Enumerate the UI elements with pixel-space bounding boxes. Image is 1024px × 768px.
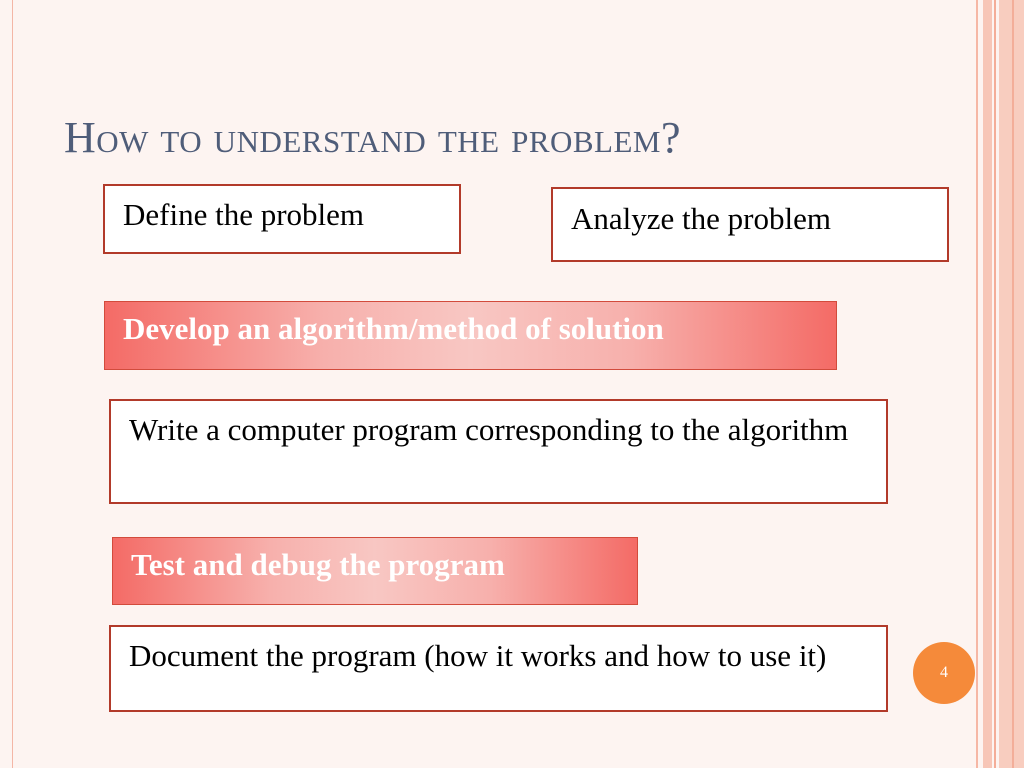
- step-document-program: Document the program (how it works and how to use it): [109, 625, 888, 712]
- step-write-program: Write a computer program corresponding to the algorithm: [109, 399, 888, 504]
- slide-title: How to understand the problem?: [64, 113, 682, 162]
- left-border: [0, 0, 13, 768]
- step-develop-algorithm: Develop an algorithm/method of solution: [104, 301, 837, 370]
- page-number-badge: 4: [913, 642, 975, 704]
- step-test-debug: Test and debug the program: [112, 537, 638, 605]
- decorative-stripe: [1012, 0, 1014, 768]
- decorative-stripe: [994, 0, 996, 768]
- step-define-problem: Define the problem: [103, 184, 461, 254]
- step-analyze-problem: Analyze the problem: [551, 187, 949, 262]
- decorative-stripe: [976, 0, 978, 768]
- decorative-stripe: [983, 0, 992, 768]
